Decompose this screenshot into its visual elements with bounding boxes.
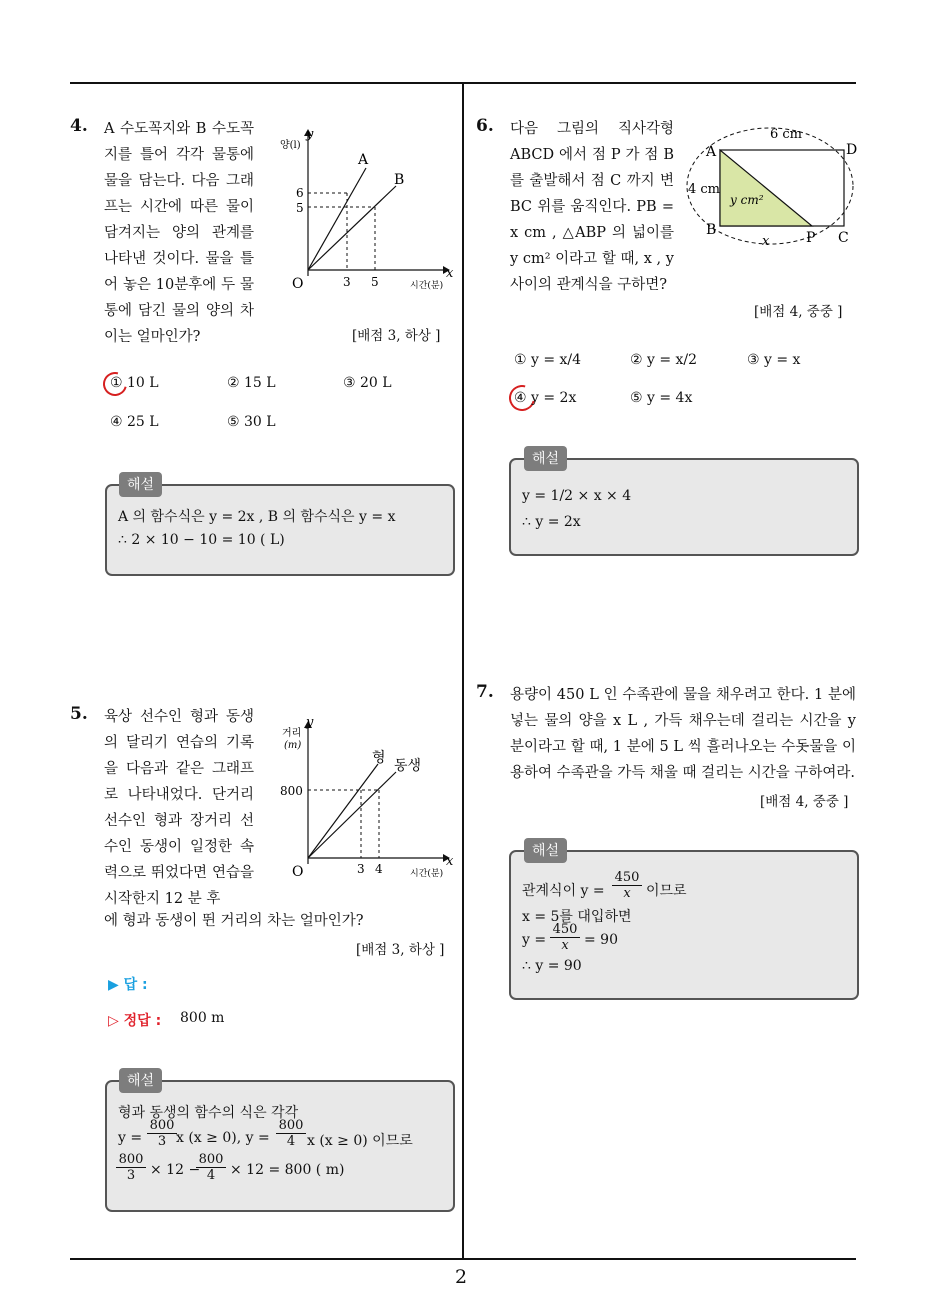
denominator: 3 [126, 1168, 136, 1183]
graph-x-axis: x [446, 266, 454, 281]
q6-choice-4[interactable]: ④ y = 2x [514, 390, 577, 406]
q6-choice-2[interactable]: ② y = x/2 [630, 352, 698, 368]
denominator: 3 [157, 1134, 167, 1149]
question-7-number: 7. [476, 682, 494, 702]
question-7-text: 용량이 450 L 인 수족관에 물을 채우려고 한다. 1 분에 넣는 물의 양을 x L , 가득 채우는데 걸리는 시간을 y 분이라고 할 때, 1 분에 5 L 씩 흘러나오는 수돗물을 이용하여 수족관을 가득 채울 때 걸리는 시간을 구하여라. [510, 687, 856, 781]
tick-y6: 6 [296, 186, 304, 200]
line-b-label: B [394, 172, 405, 188]
q6-choice-5[interactable]: ⑤ y = 4x [630, 390, 693, 406]
question-4-number: 4. [70, 116, 88, 136]
question-5-text: 육상 선수인 형과 동생의 달리기 연습의 기록을 다음과 같은 그래프로 나타내었다. 단거리 선수인 형과 장거리 선수인 동생이 일정한 속력으로 뛰었다면 연습을 시작한지 12 분 후 [104, 709, 254, 907]
q5-solution-line-3a: × 12 − [150, 1162, 201, 1178]
line-a-label: A [358, 152, 369, 168]
denominator: x [623, 886, 631, 901]
graph-ylabel-2: (m) [284, 740, 302, 751]
column-divider [462, 82, 464, 1258]
q7-solution-line-4: ∴ y = 90 [522, 958, 582, 974]
correct-answer-label: ▷ 정답 : [108, 1013, 162, 1029]
graph-ylabel: 양(l) [280, 140, 301, 151]
q6-choice-3[interactable]: ③ y = x [747, 352, 801, 368]
graph-y-axis: y [306, 715, 314, 730]
denominator: 4 [206, 1168, 216, 1183]
q6-solution-line-2: ∴ y = 2x [522, 514, 581, 530]
numerator: 800 [147, 1118, 177, 1134]
tick-x3: 3 [343, 275, 351, 289]
q4-choice-4[interactable]: ④ 25 L [110, 414, 159, 430]
label-A: A [706, 144, 717, 160]
bottom-rule [70, 1258, 856, 1260]
frac-800-over-4-b [196, 1152, 226, 1183]
numerator: 800 [116, 1152, 146, 1168]
label-P: P [806, 230, 816, 246]
q5-solution-line-3b: × 12 = 800 ( m) [230, 1162, 345, 1178]
q5-solution-tag: 해설 [119, 1068, 162, 1093]
q5-solution-end: x (x ≥ 0) 이므로 [307, 1133, 413, 1149]
q6-solution-line-1: y = 1/2 × x × 4 [522, 488, 632, 504]
graph-xlabel: 시간(분) [410, 869, 444, 879]
graph-origin: O [292, 276, 304, 292]
q5-solution-mid: x (x ≥ 0), y = [176, 1130, 270, 1146]
graph-ylabel-1: 거리 [282, 728, 302, 739]
numerator: 450 [612, 870, 642, 886]
label-6cm: 6 cm [770, 127, 803, 142]
question-6-figure [684, 118, 864, 250]
answer-label: ▶ 답 : [108, 977, 148, 993]
q4-solution-line-2: ∴ 2 × 10 − 10 = 10 ( L) [118, 532, 285, 548]
label-x: x [762, 234, 770, 249]
question-4-text: A 수도꼭지와 B 수도꼭지를 틀어 각각 물통에 물을 담는다. 다음 그래프는 시간에 따른 물이 담겨지는 양의 관계를 나타낸 것이다. 물을 틀어 놓은 10분후에 두 물통에 담긴 물의 양의 차이는 얼마인가? [104, 121, 254, 345]
label-4cm: 4 cm [688, 182, 721, 197]
q4-choice-2[interactable]: ② 15 L [227, 375, 276, 391]
q4-choice-5[interactable]: ⑤ 30 L [227, 414, 276, 430]
question-5-meta: [배점 3, 하상 ] [356, 942, 445, 958]
frac-450-over-x-b [550, 922, 580, 953]
correct-answer-value: 800 m [180, 1010, 225, 1026]
q6-solution-box [509, 458, 859, 556]
tick-x5: 5 [371, 275, 379, 289]
question-7-meta: [배점 4, 중중 ] [760, 794, 849, 810]
line-older-brother-label: 형 [372, 750, 386, 766]
q5-solution-y: y = [118, 1130, 143, 1146]
q4-choice-3[interactable]: ③ 20 L [343, 375, 392, 391]
line-younger-brother-label: 동생 [394, 758, 422, 774]
q6-choice-1[interactable]: ① y = x/4 [514, 352, 582, 368]
q7-solution-line-1b: 이므로 [646, 883, 687, 899]
numerator: 800 [196, 1152, 226, 1168]
q6-solution-tag: 해설 [524, 446, 567, 471]
q7-solution-line-3a: y = [522, 932, 547, 948]
graph-origin: O [292, 864, 304, 880]
tick-x3: 3 [357, 862, 365, 876]
label-D: D [846, 142, 858, 158]
q7-solution-line-2: x = 5를 대입하면 [522, 909, 632, 925]
q4-solution-tag: 해설 [119, 472, 162, 497]
denominator: 4 [286, 1134, 296, 1149]
label-C: C [838, 230, 849, 246]
graph-y-axis: y [306, 127, 314, 142]
q5-solution-line-1: 형과 동생의 함수의 식은 각각 [118, 1105, 299, 1121]
question-6-number: 6. [476, 116, 494, 136]
frac-800-over-3-b [116, 1152, 146, 1183]
frac-450-over-x [612, 870, 642, 901]
denominator: x [561, 938, 569, 953]
label-area: y cm² [730, 193, 764, 207]
q7-solution-line-3b: = 90 [584, 932, 618, 948]
question-5-text-cont: 에 형과 동생이 뛴 거리의 차는 얼마인가? [104, 913, 364, 929]
q4-choice-1[interactable]: ① 10 L [110, 375, 159, 391]
numerator: 450 [550, 922, 580, 938]
graph-xlabel: 시간(분) [410, 281, 444, 291]
tick-y5: 5 [296, 201, 304, 215]
graph-x-axis: x [446, 854, 454, 869]
question-5-number: 5. [70, 704, 88, 724]
q4-solution-box [105, 484, 455, 576]
question-4-meta: [배점 3, 하상 ] [352, 328, 441, 344]
frac-800-over-3 [147, 1118, 177, 1149]
numerator: 800 [276, 1118, 306, 1134]
frac-800-over-4 [276, 1118, 306, 1149]
question-4-graph [278, 124, 458, 294]
tick-y800: 800 [280, 784, 303, 798]
label-B: B [706, 222, 717, 238]
q4-solution-line-1: A 의 함수식은 y = 2x , B 의 함수식은 y = x [118, 509, 396, 525]
question-6-text: 다음 그림의 직사각형 ABCD 에서 점 P 가 점 B 를 출발해서 점 C 까지 변 BC 위를 움직인다. PB = x cm , △ABP 의 넓이를 y cm² 이라고 할 때, x , y 사이의 관계식을 구하면? [510, 121, 674, 293]
question-5-graph [278, 710, 458, 880]
tick-x4: 4 [375, 862, 383, 876]
question-6-meta: [배점 4, 중중 ] [754, 304, 843, 320]
q7-solution-tag: 해설 [524, 838, 567, 863]
q7-solution-line-1a: 관계식이 y = [522, 883, 605, 899]
page-number: 2 [455, 1266, 468, 1288]
